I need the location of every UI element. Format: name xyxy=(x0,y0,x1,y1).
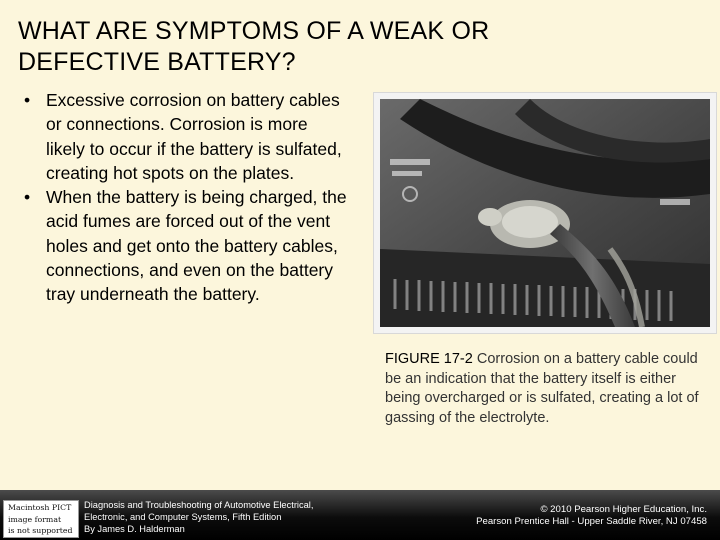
figure-label: FIGURE 17-2 xyxy=(385,351,473,367)
book-title-line-2: Electronic, and Computer Systems, Fifth Edition xyxy=(84,512,282,523)
logo-text-line: image format xyxy=(8,514,62,524)
figure-text: Corrosion on a battery cable could be an indication that the battery itself is either being overcharged or is sulfated, creating a lot of gassing of the electrolyte. xyxy=(385,351,699,426)
copyright-notice xyxy=(407,504,707,529)
copyright-line-1: © 2010 Pearson Higher Education, Inc. xyxy=(540,504,707,515)
bullet-item xyxy=(20,185,350,306)
book-title-line-1: Diagnosis and Troubleshooting of Automotive Electrical, xyxy=(84,500,314,510)
figure-caption xyxy=(385,350,703,428)
bullet-text: When the battery is being charged, the acid fumes are forced out of the vent holes and get onto the battery cables, connections, and even on the battery tray underneath the battery. xyxy=(46,187,347,305)
battery-photo-image xyxy=(380,99,710,327)
footer-bar xyxy=(0,490,720,540)
bullet-list xyxy=(20,88,350,307)
battery-corrosion-photo xyxy=(373,92,717,334)
bullet-dot: • xyxy=(24,187,31,208)
bullet-text: Excessive corrosion on battery cables or connections. Corrosion is more likely to occur if the battery is sulfated, creating hot spots on the plates. xyxy=(46,90,342,183)
logo-text-line: Macintosh PICT xyxy=(8,503,72,512)
bullet-dot: • xyxy=(24,90,31,110)
slide-title: WHAT ARE SYMPTOMS OF A WEAK OR DEFECTIVE BATTERY? xyxy=(18,17,490,76)
copyright-line-2: Pearson Prentice Hall - Upper Saddle River, NJ 07458 xyxy=(476,516,707,528)
book-citation xyxy=(84,499,374,536)
book-author: By James D. Halderman xyxy=(84,524,185,535)
publisher-logo-placeholder xyxy=(3,500,79,538)
bullet-item xyxy=(20,88,350,185)
logo-text-line: is not supported xyxy=(8,526,73,536)
